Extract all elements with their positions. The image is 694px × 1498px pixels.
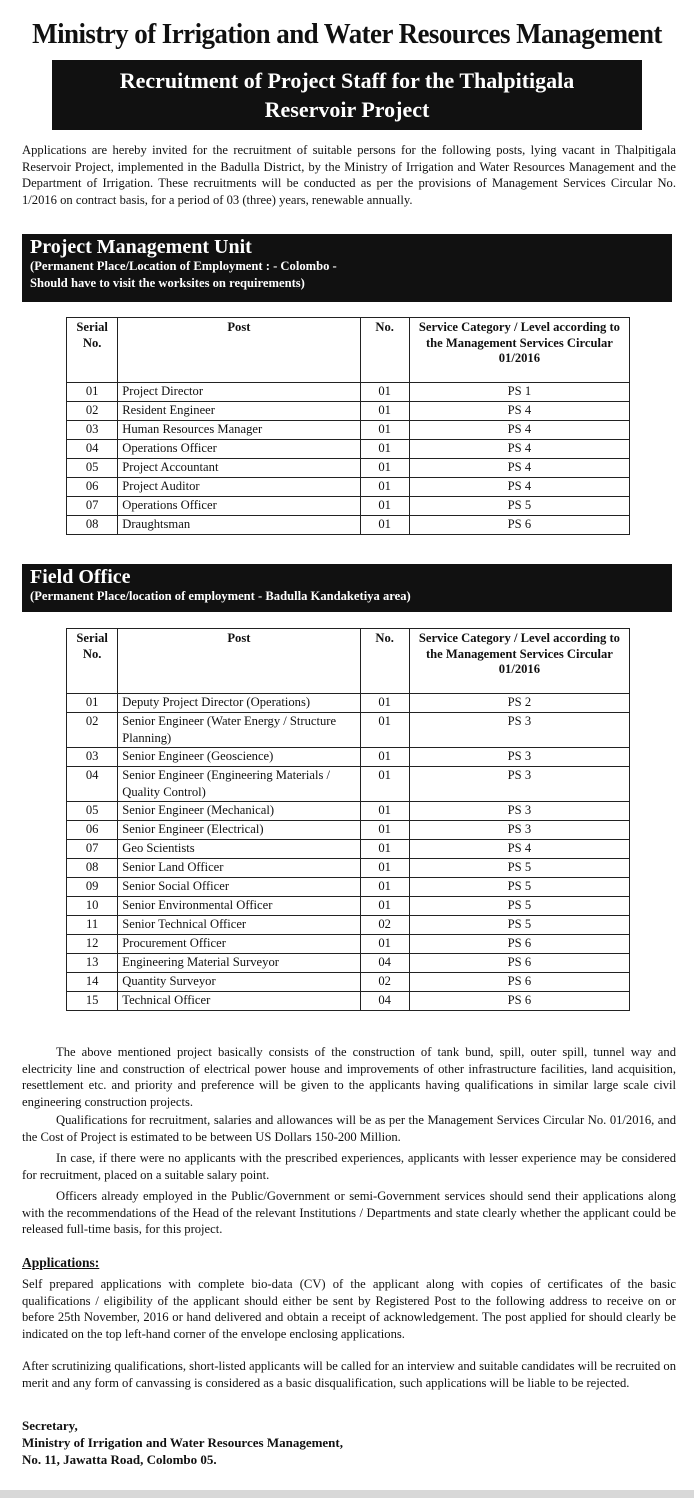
pmu-posts-table bbox=[66, 317, 630, 535]
cell-serial: 04 bbox=[67, 767, 118, 802]
cell-serial: 13 bbox=[67, 954, 118, 973]
table-row bbox=[67, 897, 630, 916]
pmu-title: Project Management Unit bbox=[30, 236, 252, 258]
cell-category: PS 3 bbox=[409, 821, 629, 840]
pmu-subtitle-1: (Permanent Place/Location of Employment : - Colombo - bbox=[30, 259, 337, 273]
cell-number: 01 bbox=[360, 516, 409, 535]
cell-category: PS 1 bbox=[409, 383, 629, 402]
cell-serial: 09 bbox=[67, 878, 118, 897]
col-serial-header: Serial No. bbox=[67, 318, 118, 383]
cell-post: Senior Land Officer bbox=[118, 859, 360, 878]
cell-number: 01 bbox=[360, 821, 409, 840]
cell-serial: 03 bbox=[67, 421, 118, 440]
cell-number: 01 bbox=[360, 859, 409, 878]
banner-line-2: Reservoir Project bbox=[264, 97, 430, 122]
col-category-header: Service Category / Level according to the Management Services Circular 01/2016 bbox=[409, 318, 629, 383]
pmu-table-body bbox=[67, 383, 630, 535]
table-row bbox=[67, 954, 630, 973]
cell-serial: 07 bbox=[67, 840, 118, 859]
cell-number: 02 bbox=[360, 916, 409, 935]
cell-post: Project Accountant bbox=[118, 459, 360, 478]
cell-post: Senior Engineer (Geoscience) bbox=[118, 748, 360, 767]
cell-serial: 03 bbox=[67, 748, 118, 767]
cell-post: Draughtsman bbox=[118, 516, 360, 535]
cell-serial: 04 bbox=[67, 440, 118, 459]
cell-category: PS 3 bbox=[409, 802, 629, 821]
col-no-header: No. bbox=[360, 318, 409, 383]
banner-line-1: Recruitment of Project Staff for the Thalpitigala bbox=[119, 68, 575, 93]
cell-number: 01 bbox=[360, 402, 409, 421]
cell-post: Human Resources Manager bbox=[118, 421, 360, 440]
cell-category: PS 6 bbox=[409, 516, 629, 535]
cell-number: 01 bbox=[360, 878, 409, 897]
cell-post: Senior Engineer (Electrical) bbox=[118, 821, 360, 840]
col-post-header: Post bbox=[118, 318, 360, 383]
ministry-title: Ministry of Irrigation and Water Resources Management bbox=[32, 18, 662, 50]
table-row bbox=[67, 402, 630, 421]
table-row bbox=[67, 478, 630, 497]
table-row bbox=[67, 421, 630, 440]
cell-category: PS 4 bbox=[409, 840, 629, 859]
applications-heading: Applications: bbox=[22, 1255, 100, 1270]
cell-number: 04 bbox=[360, 992, 409, 1011]
cell-post: Senior Social Officer bbox=[118, 878, 360, 897]
cell-post: Senior Engineer (Mechanical) bbox=[118, 802, 360, 821]
cell-post: Senior Technical Officer bbox=[118, 916, 360, 935]
pmu-subtitle-2: Should have to visit the worksites on requirements) bbox=[30, 276, 305, 290]
cell-serial: 05 bbox=[67, 802, 118, 821]
cell-number: 02 bbox=[360, 973, 409, 992]
cell-post: Senior Environmental Officer bbox=[118, 897, 360, 916]
table-row bbox=[67, 497, 630, 516]
table-header-row bbox=[67, 629, 630, 694]
cell-number: 01 bbox=[360, 459, 409, 478]
cell-category: PS 4 bbox=[409, 459, 629, 478]
cell-number: 01 bbox=[360, 802, 409, 821]
cell-category: PS 2 bbox=[409, 694, 629, 713]
cell-serial: 06 bbox=[67, 821, 118, 840]
table-row bbox=[67, 935, 630, 954]
cell-category: PS 4 bbox=[409, 421, 629, 440]
table-row bbox=[67, 916, 630, 935]
cell-category: PS 4 bbox=[409, 478, 629, 497]
cell-number: 01 bbox=[360, 421, 409, 440]
cell-category: PS 5 bbox=[409, 916, 629, 935]
cell-post: Operations Officer bbox=[118, 497, 360, 516]
cell-post: Operations Officer bbox=[118, 440, 360, 459]
cell-serial: 01 bbox=[67, 383, 118, 402]
cell-post: Project Auditor bbox=[118, 478, 360, 497]
lesser-experience-paragraph: In case, if there were no applicants with the prescribed experiences, applicants with lesser experience may be considered for recruitment, placed on a suitable salary point. bbox=[22, 1151, 676, 1182]
bottom-bar bbox=[0, 1490, 694, 1498]
field-posts-table bbox=[66, 628, 630, 1011]
qualifications-paragraph: Qualifications for recruitment, salaries and allowances will be as per the Management Services Circular No. 01/2016, and the Cost of Project is estimated to be between US Dollars 150-200 Million. bbox=[22, 1113, 676, 1144]
cell-number: 01 bbox=[360, 440, 409, 459]
pmu-section-header bbox=[22, 234, 672, 302]
cell-category: PS 6 bbox=[409, 992, 629, 1011]
field-title: Field Office bbox=[30, 566, 131, 588]
project-description-paragraph: The above mentioned project basically consists of the construction of tank bund, spill, outer spill, tunnel way and electricity line and construction of electrical power house and improvements of other infrastructure facilities, land acquisition, resettlement etc. and priority and preference will be given to the applicants having qualifications in similar large scale civil engineering construction projects. bbox=[22, 1045, 676, 1109]
signature-block bbox=[22, 1417, 343, 1468]
cell-post: Senior Engineer (Water Energy / Structure Planning) bbox=[118, 713, 360, 748]
table-row bbox=[67, 878, 630, 897]
cell-number: 01 bbox=[360, 935, 409, 954]
cell-category: PS 3 bbox=[409, 748, 629, 767]
cell-category: PS 6 bbox=[409, 935, 629, 954]
cell-serial: 02 bbox=[67, 713, 118, 748]
cell-post: Resident Engineer bbox=[118, 402, 360, 421]
cell-number: 01 bbox=[360, 767, 409, 802]
applications-paragraph-2: After scrutinizing qualifications, short-listed applicants will be called for an interview and suitable candidates will be recruited on merit and any form of canvassing is considered as a basic disqualification, such applications will be liable to be rejected. bbox=[22, 1359, 676, 1390]
cell-category: PS 6 bbox=[409, 954, 629, 973]
cell-number: 01 bbox=[360, 713, 409, 748]
cell-serial: 08 bbox=[67, 859, 118, 878]
col-post-header: Post bbox=[118, 629, 360, 694]
table-header-row bbox=[67, 318, 630, 383]
table-row bbox=[67, 992, 630, 1011]
table-row bbox=[67, 694, 630, 713]
cell-post: Procurement Officer bbox=[118, 935, 360, 954]
col-no-header: No. bbox=[360, 629, 409, 694]
table-row bbox=[67, 767, 630, 802]
cell-serial: 14 bbox=[67, 973, 118, 992]
table-row bbox=[67, 713, 630, 748]
cell-category: PS 3 bbox=[409, 713, 629, 748]
cell-category: PS 5 bbox=[409, 497, 629, 516]
cell-number: 01 bbox=[360, 748, 409, 767]
table-row bbox=[67, 440, 630, 459]
cell-serial: 01 bbox=[67, 694, 118, 713]
cell-serial: 06 bbox=[67, 478, 118, 497]
col-category-header: Service Category / Level according to the Management Services Circular 01/2016 bbox=[409, 629, 629, 694]
cell-number: 01 bbox=[360, 897, 409, 916]
signature-line-3: No. 11, Jawatta Road, Colombo 05. bbox=[22, 1452, 217, 1467]
table-row bbox=[67, 459, 630, 478]
cell-category: PS 5 bbox=[409, 897, 629, 916]
cell-serial: 02 bbox=[67, 402, 118, 421]
field-table-body bbox=[67, 694, 630, 1011]
table-row bbox=[67, 973, 630, 992]
recruitment-banner bbox=[52, 60, 642, 130]
cell-category: PS 5 bbox=[409, 859, 629, 878]
cell-serial: 08 bbox=[67, 516, 118, 535]
signature-line-2: Ministry of Irrigation and Water Resources Management, bbox=[22, 1435, 343, 1450]
cell-post: Geo Scientists bbox=[118, 840, 360, 859]
cell-post: Engineering Material Surveyor bbox=[118, 954, 360, 973]
cell-post: Technical Officer bbox=[118, 992, 360, 1011]
field-section-header bbox=[22, 564, 672, 612]
cell-post: Quantity Surveyor bbox=[118, 973, 360, 992]
cell-serial: 05 bbox=[67, 459, 118, 478]
table-row bbox=[67, 859, 630, 878]
table-row bbox=[67, 516, 630, 535]
cell-serial: 15 bbox=[67, 992, 118, 1011]
intro-paragraph: Applications are hereby invited for the recruitment of suitable persons for the following posts, lying vacant in Thalpitigala Reservoir Project, implemented in the Badulla District, by the Ministry of Irrigation and Water Resources Management and the Department of Irrigation. These recruitments will be conducted as per the provisions of Management Services Circular No. 1/2016 on contract basis, for a period of 03 (three) years, renewable annually. bbox=[22, 143, 676, 207]
cell-serial: 11 bbox=[67, 916, 118, 935]
cell-number: 04 bbox=[360, 954, 409, 973]
cell-category: PS 5 bbox=[409, 878, 629, 897]
table-row bbox=[67, 802, 630, 821]
cell-category: PS 4 bbox=[409, 440, 629, 459]
employed-officers-paragraph: Officers already employed in the Public/Government or semi-Government services should send their applications along with the recommendations of the Head of the relevant Institutions / Departments and state clearly whether the applicant could be released full-time basis, for this project. bbox=[22, 1189, 676, 1237]
cell-number: 01 bbox=[360, 840, 409, 859]
cell-number: 01 bbox=[360, 478, 409, 497]
cell-post: Senior Engineer (Engineering Materials / Quality Control) bbox=[118, 767, 360, 802]
applications-paragraph-1: Self prepared applications with complete bio-data (CV) of the applicant along with copies of certificates of the basic qualifications / eligibility of the applicant should either be sent by Registered Post to the following address to receive on or before 25th November, 2016 or hand delivered and obtain a receipt of acknowledgement. The post applied for should clearly be indicated on the top left-hand corner of the envelope enclosing applications. bbox=[22, 1277, 676, 1341]
cell-number: 01 bbox=[360, 497, 409, 516]
col-serial-header: Serial No. bbox=[67, 629, 118, 694]
cell-serial: 10 bbox=[67, 897, 118, 916]
table-row bbox=[67, 840, 630, 859]
field-subtitle-1: (Permanent Place/location of employment - Badulla Kandaketiya area) bbox=[30, 589, 411, 603]
cell-number: 01 bbox=[360, 383, 409, 402]
signature-line-1: Secretary, bbox=[22, 1418, 78, 1433]
cell-serial: 07 bbox=[67, 497, 118, 516]
table-row bbox=[67, 821, 630, 840]
cell-category: PS 4 bbox=[409, 402, 629, 421]
cell-post: Project Director bbox=[118, 383, 360, 402]
cell-category: PS 6 bbox=[409, 973, 629, 992]
cell-category: PS 3 bbox=[409, 767, 629, 802]
cell-number: 01 bbox=[360, 694, 409, 713]
table-row bbox=[67, 383, 630, 402]
table-row bbox=[67, 748, 630, 767]
cell-post: Deputy Project Director (Operations) bbox=[118, 694, 360, 713]
cell-serial: 12 bbox=[67, 935, 118, 954]
